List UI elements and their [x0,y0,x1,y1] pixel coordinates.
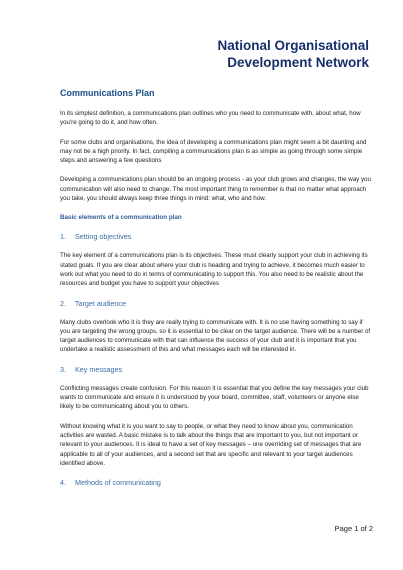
organisation-name-line-2: Development Network [227,54,369,70]
document-title: Communications Plan [60,88,155,98]
subheading-text: Setting objectives [75,232,132,242]
intro-paragraph-1: In its simplest definition, a communications plan outlines who you need to communicate with, about what, how you're going to do it, and how often. [60,110,361,127]
subheading-text: Methods of communicating [75,478,161,488]
objectives-paragraph: The key element of a communications plan is its objectives. These must clearly support your club in achieving its stated goals. If you are clear about where your club is heading and trying to achieve, it becomes much easier to work out what you need to do in terms of communicating to support this. You also need to be realistic about the resources and budget you have to support your objectives [60,252,368,288]
page-number: Page 1 of 2 [334,524,373,533]
intro-paragraph-3: Developing a communications plan should be an ongoing process - as your club grows and changes, the way you communication will also need to change. The most important thing to remember is that no matter what approach you take, you should always keep three things in mind: what, who and how. [60,176,371,203]
section-title: Basic elements of a communication plan [60,214,182,222]
subheading-setting-objectives [60,232,372,241]
subheading-key-messages [60,365,372,374]
target-audience-paragraph: Many clubs overlook who it is they are really trying to communicate with. It is no use having something to say if you are targeting the wrong groups, so it is essential to be clear on the target audience. There will be a number of target audiences to communicate with that can influence the success of your club and it is important that you undertake a realistic assessment of this and what messages each will be interested in. [60,318,371,354]
subheading-text: Target audience [74,298,127,308]
organisation-name-line-1: National Organisational [217,38,369,53]
subheading-number: 3. [60,364,66,374]
organisation-name [217,38,369,71]
key-messages-paragraph-2: Without knowing what it is you want to say to people, or what they need to know about you, communication activities are wasted. A basic mistake is to talk about the things that are important to you, but not important or relevant to your audiences. It is ideal to have a set of key messages – one overriding set of messages that are applicable to all of your audiences, and a second set that are specific and relevant to your target audiences identified above. [60,422,362,467]
subheading-text: Key messages [75,364,123,374]
key-messages-paragraph-1: Conflicting messages create confusion. For this reason it is essential that you define the key messages your club wants to communicate and ensure it is understood by your board, committee, staff, volunteers or anyone else likely to be communicating about you to others. [60,384,369,411]
document-body [60,88,372,497]
subheading-methods-of-communicating [60,478,372,487]
subheading-number: 2. [60,298,66,308]
intro-paragraph-2: For some clubs and organisations, the idea of developing a communications plan might seem a bit daunting and may not be a high priority. In fact, compiling a communications plan is as simple as going through some simple steps and answering a few questions [60,138,367,165]
subheading-target-audience [60,299,372,308]
subheading-number: 1. [60,232,66,242]
subheading-number: 4. [60,478,66,488]
